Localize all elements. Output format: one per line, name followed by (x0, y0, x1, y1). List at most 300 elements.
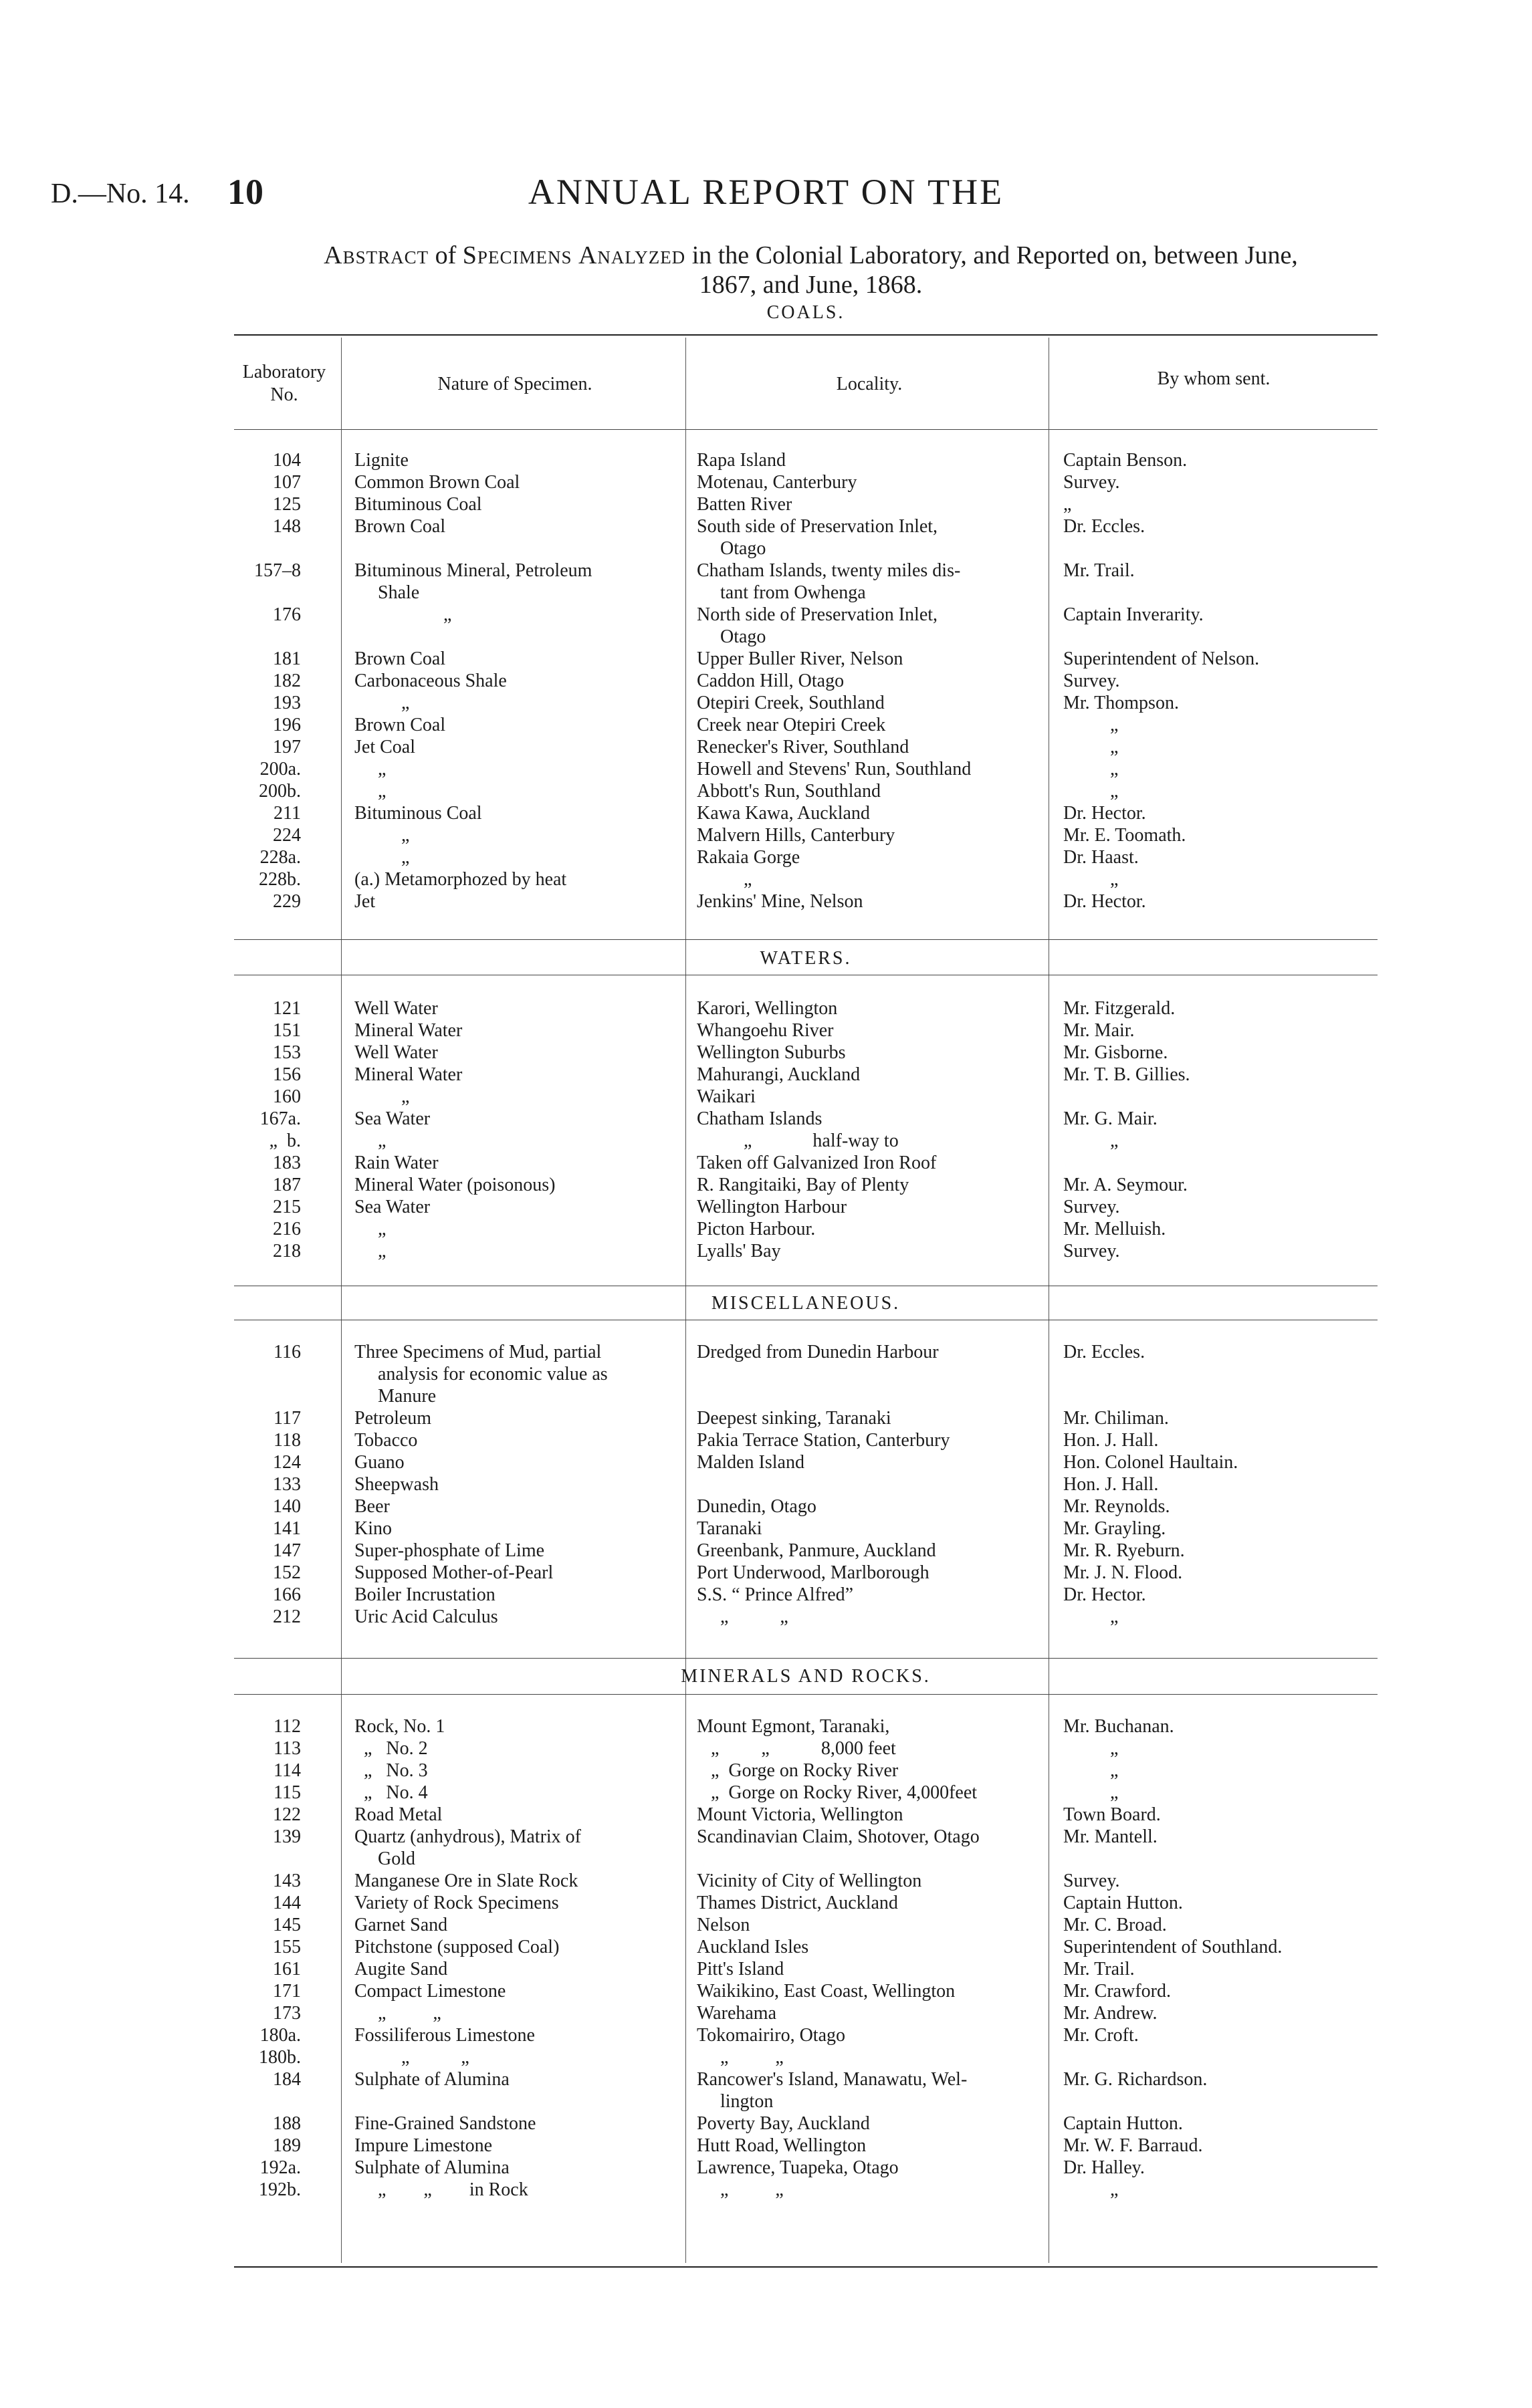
lab-number: 147 (273, 1540, 301, 1561)
specimen-nature: Mineral Water (354, 1064, 463, 1085)
table-row (0, 1737, 1532, 1760)
lab-number: 155 (273, 1937, 301, 1957)
specimen-sender: Mr. G. Mair. (1063, 1108, 1158, 1129)
specimen-nature: Sulphate of Alumina (354, 2157, 510, 2178)
specimen-locality: lington (697, 2091, 774, 2112)
specimen-locality: Greenbank, Panmure, Auckland (697, 1540, 936, 1561)
specimen-locality: Hutt Road, Wellington (697, 2135, 867, 2156)
specimen-locality: Jenkins' Mine, Nelson (697, 891, 863, 912)
specimen-locality: „ Gorge on Rocky River (697, 1760, 899, 1781)
specimen-sender: Dr. Hector. (1063, 1584, 1146, 1605)
table-row (0, 1562, 1532, 1584)
specimen-locality: Rakaia Gorge (697, 847, 800, 868)
table-row (0, 648, 1532, 670)
specimen-nature: „ „ (354, 2047, 469, 2068)
specimen-nature: „ (354, 1130, 387, 1151)
specimen-locality: Caddon Hill, Otago (697, 671, 845, 691)
table-row (0, 1108, 1532, 1130)
lab-number: 192b. (259, 2179, 301, 2200)
table-row (0, 2157, 1532, 2179)
specimen-sender: Mr. A. Seymour. (1063, 1175, 1188, 1195)
lab-number: 144 (273, 1893, 301, 1913)
lab-number: 200a. (259, 759, 301, 779)
specimen-locality: Kawa Kawa, Auckland (697, 803, 870, 824)
specimen-nature: „ (354, 1086, 410, 1107)
table-row (0, 1760, 1532, 1782)
specimen-locality: Malvern Hills, Canterbury (697, 825, 895, 846)
lab-number: 192a. (259, 2157, 301, 2178)
table-row (0, 604, 1532, 626)
specimen-sender: Mr. Andrew. (1063, 2003, 1158, 2024)
specimen-sender: Mr. J. N. Flood. (1063, 1562, 1183, 1583)
specimen-sender: Mr. W. F. Barraud. (1063, 2135, 1203, 2156)
specimen-nature: „ No. 2 (354, 1738, 428, 1759)
specimen-locality: Thames District, Auckland (697, 1893, 898, 1913)
specimen-sender: Survey. (1063, 1241, 1120, 1261)
table-row (0, 890, 1532, 913)
specimen-locality: Picton Harbour. (697, 1219, 816, 1239)
specimen-sender: „ (1063, 715, 1119, 735)
specimen-sender: Hon. J. Hall. (1063, 1474, 1159, 1495)
specimen-nature: Sea Water (354, 1197, 431, 1217)
table-row (0, 1606, 1532, 1628)
lab-number: 211 (273, 803, 301, 824)
table-row (0, 1914, 1532, 1936)
table-row (0, 1518, 1532, 1540)
specimen-locality: Taken off Galvanized Iron Roof (697, 1153, 937, 1173)
specimen-nature: „ (354, 825, 410, 846)
specimen-sender: „ (1063, 1606, 1119, 1627)
lab-number: 181 (273, 648, 301, 669)
specimen-nature: Variety of Rock Specimens (354, 1893, 559, 1913)
lab-number: 228b. (259, 869, 301, 890)
table-row (0, 1540, 1532, 1562)
table-row (0, 1385, 1532, 1407)
lab-number: 156 (273, 1064, 301, 1085)
specimen-locality: Mount Victoria, Wellington (697, 1804, 903, 1825)
table-row (0, 997, 1532, 1019)
coals-table (0, 449, 1532, 913)
specimen-sender: Mr. Fitzgerald. (1063, 998, 1176, 1019)
specimen-locality: Wellington Suburbs (697, 1042, 846, 1063)
specimen-locality: „ „ 8,000 feet (697, 1738, 896, 1759)
lab-number: 113 (273, 1738, 301, 1759)
specimen-nature: Supposed Mother-of-Pearl (354, 1562, 554, 1583)
specimen-sender: Captain Hutton. (1063, 1893, 1183, 1913)
table-row (0, 2135, 1532, 2157)
specimen-sender: „ (1063, 1760, 1119, 1781)
column-header-nature: Nature of Specimen. (437, 374, 592, 394)
specimen-nature: Brown Coal (354, 516, 446, 537)
table-row (0, 560, 1532, 582)
lab-number: 212 (273, 1606, 301, 1627)
specimen-nature: „ „ (354, 2003, 441, 2024)
table-row (0, 1130, 1532, 1152)
specimen-nature: Garnet Sand (354, 1915, 448, 1935)
heading-word-analyzed: Analyzed (578, 241, 686, 269)
specimen-nature: Carbonaceous Shale (354, 671, 507, 691)
specimen-locality: Upper Buller River, Nelson (697, 648, 903, 669)
lab-number: 133 (273, 1474, 301, 1495)
specimen-locality: Poverty Bay, Auckland (697, 2113, 870, 2134)
specimen-nature: Fossiliferous Limestone (354, 2025, 535, 2046)
table-row (0, 1715, 1532, 1737)
specimen-sender: Mr. Thompson. (1063, 693, 1179, 713)
table-row (0, 692, 1532, 714)
lab-number: 167a. (259, 1108, 301, 1129)
lab-number: 183 (273, 1153, 301, 1173)
lab-number: 151 (273, 1020, 301, 1041)
specimen-sender: Survey. (1063, 472, 1120, 493)
heading-line-1: in the Colonial Laboratory, and Reported on, between June, (691, 241, 1298, 269)
lab-number: 152 (273, 1562, 301, 1583)
specimen-sender: „ (1063, 2179, 1119, 2200)
specimen-locality: tant from Owhenga (697, 582, 866, 603)
table-row (0, 1892, 1532, 1914)
specimen-sender: Dr. Eccles. (1063, 516, 1145, 537)
heading-word-of: of (435, 241, 457, 269)
lab-number: 180b. (259, 2047, 301, 2068)
heading-word-abstract: Abstract (324, 241, 429, 269)
specimen-nature: „ (354, 781, 387, 802)
specimen-sender: Mr. Crawford. (1063, 1981, 1171, 2002)
section-title-coals: COALS. (766, 302, 845, 323)
specimen-locality: S.S. “ Prince Alfred” (697, 1584, 854, 1605)
specimen-locality: R. Rangitaiki, Bay of Plenty (697, 1175, 909, 1195)
column-header-locality: Locality. (836, 374, 903, 394)
specimen-sender: Mr. Mantell. (1063, 1826, 1158, 1847)
table-row (0, 1152, 1532, 1174)
running-title: ANNUAL REPORT ON THE (528, 172, 1004, 212)
specimen-locality: Port Underwood, Marlborough (697, 1562, 929, 1583)
specimen-sender: Dr. Eccles. (1063, 1342, 1145, 1362)
specimen-locality: Warehama (697, 2003, 776, 2024)
specimen-sender: „ (1063, 1130, 1119, 1151)
specimen-nature: Kino (354, 1518, 392, 1539)
specimen-nature: Three Specimens of Mud, partial (354, 1342, 602, 1362)
table-row (0, 626, 1532, 648)
table-row (0, 1429, 1532, 1451)
specimen-locality: „ „ (697, 1606, 788, 1627)
lab-number: 216 (273, 1219, 301, 1239)
lab-number: 117 (273, 1408, 301, 1429)
table-row (0, 1407, 1532, 1429)
specimen-locality: Creek near Otepiri Creek (697, 715, 886, 735)
lab-number: 229 (273, 891, 301, 912)
specimen-sender: Survey. (1063, 1197, 1120, 1217)
specimen-nature: Bituminous Coal (354, 803, 482, 824)
specimen-nature: „ (354, 847, 410, 868)
table-row (0, 1936, 1532, 1958)
specimen-sender: Mr. Croft. (1063, 2025, 1139, 2046)
table-row (0, 2024, 1532, 2046)
specimen-nature: Fine-Grained Sandstone (354, 2113, 536, 2134)
specimen-sender: Mr. G. Richardson. (1063, 2069, 1208, 2090)
lab-number: 215 (273, 1197, 301, 1217)
specimen-sender: Mr. C. Broad. (1063, 1915, 1167, 1935)
table-row (0, 1870, 1532, 1892)
lab-number: 115 (273, 1782, 301, 1803)
table-row (0, 1495, 1532, 1518)
specimen-nature: Boiler Incrustation (354, 1584, 496, 1605)
specimen-locality: Scandinavian Claim, Shotover, Otago (697, 1826, 980, 1847)
lab-number: 125 (273, 494, 301, 515)
section-rule-minerals-top (234, 1658, 1378, 1659)
table-row (0, 736, 1532, 758)
table-row (0, 802, 1532, 824)
table-row (0, 2113, 1532, 2135)
specimen-nature: „ (354, 604, 452, 625)
table-row (0, 868, 1532, 890)
table-row (0, 714, 1532, 736)
specimen-sender: Dr. Hector. (1063, 891, 1146, 912)
specimen-nature: Mineral Water (poisonous) (354, 1175, 556, 1195)
lab-number: 148 (273, 516, 301, 537)
minerals-table (0, 1715, 1532, 2201)
specimen-nature: Jet Coal (354, 737, 415, 757)
specimen-locality: South side of Preservation Inlet, (697, 516, 938, 537)
lab-number: 153 (273, 1042, 301, 1063)
specimen-nature: Gold (354, 1848, 415, 1869)
table-row (0, 1958, 1532, 1980)
specimen-nature: Common Brown Coal (354, 472, 520, 493)
lab-number: 121 (273, 998, 301, 1019)
lab-number: 173 (273, 2003, 301, 2024)
lab-number: 157–8 (254, 560, 301, 581)
specimen-locality: Nelson (697, 1915, 750, 1935)
specimen-sender: Town Board. (1063, 1804, 1161, 1825)
specimen-nature: Rock, No. 1 (354, 1716, 445, 1737)
table-row (0, 1473, 1532, 1495)
lab-number: 166 (273, 1584, 301, 1605)
specimen-nature: Quartz (anhydrous), Matrix of (354, 1826, 582, 1847)
specimen-locality: Rancower's Island, Manawatu, Wel- (697, 2069, 968, 2090)
table-row (0, 1240, 1532, 1262)
heading-line-2: 1867, and June, 1868. (699, 271, 923, 299)
lab-number: 218 (273, 1241, 301, 1261)
specimen-locality: Pakia Terrace Station, Canterbury (697, 1430, 950, 1451)
specimen-nature: „ No. 3 (354, 1760, 428, 1781)
lab-number: 200b. (259, 781, 301, 802)
lab-number: 228a. (259, 847, 301, 868)
specimen-sender: Mr. Gisborne. (1063, 1042, 1168, 1063)
specimen-nature: Bituminous Mineral, Petroleum (354, 560, 592, 581)
specimen-sender: Dr. Haast. (1063, 847, 1139, 868)
section-title-minerals-and-rocks: MINERALS AND ROCKS. (681, 1666, 931, 1687)
specimen-sender: „ (1063, 869, 1119, 890)
specimen-sender: Mr. Trail. (1063, 1959, 1135, 1979)
table-row (0, 1826, 1532, 1848)
specimen-locality: Howell and Stevens' Run, Southland (697, 759, 972, 779)
table-row (0, 1086, 1532, 1108)
specimen-nature: Beer (354, 1496, 390, 1517)
specimen-locality: Dredged from Dunedin Harbour (697, 1342, 939, 1362)
lab-number: 122 (273, 1804, 301, 1825)
specimen-nature: Shale (354, 582, 420, 603)
specimen-sender: Superintendent of Southland. (1063, 1937, 1283, 1957)
specimen-sender: Mr. Trail. (1063, 560, 1135, 581)
lab-number: 193 (273, 693, 301, 713)
specimen-nature: Impure Limestone (354, 2135, 493, 2156)
table-row (0, 1363, 1532, 1385)
specimen-sender: Mr. Melluish. (1063, 1219, 1166, 1239)
specimen-nature: Manure (354, 1386, 437, 1407)
table-row (0, 2179, 1532, 2201)
table-row (0, 670, 1532, 692)
lab-number: 107 (273, 472, 301, 493)
miscellaneous-table (0, 1341, 1532, 1628)
table-row (0, 1064, 1532, 1086)
lab-number: 124 (273, 1452, 301, 1473)
specimen-sender: Captain Inverarity. (1063, 604, 1204, 625)
specimen-sender: Superintendent of Nelson. (1063, 648, 1260, 669)
specimen-nature: Sheepwash (354, 1474, 439, 1495)
heading-word-specimens: Specimens (462, 241, 572, 269)
lab-number: 180a. (259, 2025, 301, 2046)
specimen-nature: „ (354, 1241, 387, 1261)
specimen-locality: Whangoehu River (697, 1020, 834, 1041)
specimen-locality: „ half-way to (697, 1130, 899, 1151)
specimen-nature: Petroleum (354, 1408, 432, 1429)
table-row (0, 758, 1532, 780)
specimen-locality: Renecker's River, Southland (697, 737, 909, 757)
header-bottom-rule (234, 429, 1378, 430)
specimen-locality: Taranaki (697, 1518, 762, 1539)
specimen-sender: Hon. Colonel Haultain. (1063, 1452, 1238, 1473)
lab-number: 184 (273, 2069, 301, 2090)
section-rule-minerals-bottom (234, 1694, 1378, 1695)
specimen-locality: Auckland Isles (697, 1937, 809, 1957)
specimen-locality: „ „ (697, 2047, 784, 2068)
specimen-sender: Survey. (1063, 671, 1120, 691)
specimen-locality: Karori, Wellington (697, 998, 838, 1019)
specimen-sender: Mr. Reynolds. (1063, 1496, 1170, 1517)
specimen-sender: „ (1063, 1738, 1119, 1759)
specimen-nature: Rain Water (354, 1153, 439, 1173)
specimen-locality: Mount Egmont, Taranaki, (697, 1716, 890, 1737)
specimen-nature: Compact Limestone (354, 1981, 506, 2002)
specimen-sender: „ (1063, 759, 1119, 779)
lab-number: „ b. (269, 1130, 301, 1151)
specimen-nature: Pitchstone (supposed Coal) (354, 1937, 560, 1957)
specimen-locality: Deepest sinking, Taranaki (697, 1408, 891, 1429)
table-bottom-rule (234, 2266, 1378, 2268)
table-row (0, 1196, 1532, 1218)
specimen-nature: Bituminous Coal (354, 494, 482, 515)
column-header-sender: By whom sent. (1157, 368, 1271, 389)
lab-number: 116 (273, 1342, 301, 1362)
table-row (0, 2068, 1532, 2090)
specimen-locality: Otago (697, 538, 766, 559)
lab-number: 182 (273, 671, 301, 691)
specimen-nature: „ (354, 1219, 387, 1239)
table-row (0, 1782, 1532, 1804)
specimen-locality: Otago (697, 626, 766, 647)
table-row (0, 1174, 1532, 1196)
specimen-nature: Brown Coal (354, 648, 446, 669)
specimen-sender: Mr. Chiliman. (1063, 1408, 1169, 1429)
specimen-sender: „ (1063, 1782, 1119, 1803)
specimen-sender: Captain Hutton. (1063, 2113, 1183, 2134)
specimen-nature: „ „ in Rock (354, 2179, 528, 2200)
table-row (0, 824, 1532, 846)
specimen-nature: Lignite (354, 450, 409, 471)
specimen-locality: Vicinity of City of Wellington (697, 1871, 922, 1891)
lab-number: 141 (273, 1518, 301, 1539)
specimen-locality: Tokomairiro, Otago (697, 2025, 845, 2046)
specimen-sender: Mr. E. Toomath. (1063, 825, 1186, 846)
abstract-heading (224, 241, 1398, 299)
table-row (0, 1218, 1532, 1240)
document-reference: D.—No. 14. (51, 178, 190, 209)
lab-number: 118 (273, 1430, 301, 1451)
lab-number: 171 (273, 1981, 301, 2002)
table-row (0, 1848, 1532, 1870)
specimen-locality: Otepiri Creek, Southland (697, 693, 885, 713)
table-row (0, 1019, 1532, 1042)
lab-number: 140 (273, 1496, 301, 1517)
specimen-nature: Sulphate of Alumina (354, 2069, 510, 2090)
specimen-sender: Mr. Mair. (1063, 1020, 1135, 1041)
specimen-nature: Augite Sand (354, 1959, 448, 1979)
table-row (0, 1980, 1532, 2002)
specimen-locality: Abbott's Run, Southland (697, 781, 881, 802)
specimen-nature: analysis for economic value as (354, 1364, 608, 1384)
lab-number: 187 (273, 1175, 301, 1195)
lab-number: 160 (273, 1086, 301, 1107)
specimen-locality: Waikikino, East Coast, Wellington (697, 1981, 956, 2002)
table-row (0, 2090, 1532, 2113)
specimen-sender: Dr. Halley. (1063, 2157, 1145, 2178)
table-row (0, 537, 1532, 560)
section-rule-waters-top (234, 939, 1378, 940)
column-header-lab-no: Laboratory No. (242, 362, 326, 405)
table-row (0, 471, 1532, 493)
table-row (0, 2046, 1532, 2068)
specimen-locality: Malden Island (697, 1452, 804, 1473)
specimen-locality: Motenau, Canterbury (697, 472, 857, 493)
table-row (0, 1584, 1532, 1606)
lab-number: 145 (273, 1915, 301, 1935)
table-row (0, 515, 1532, 537)
specimen-locality: Waikari (697, 1086, 756, 1107)
specimen-nature: Well Water (354, 998, 438, 1019)
specimen-nature: Well Water (354, 1042, 438, 1063)
specimen-locality: Pitt's Island (697, 1959, 784, 1979)
specimen-nature: Brown Coal (354, 715, 446, 735)
specimen-sender: Mr. Grayling. (1063, 1518, 1166, 1539)
section-title-miscellaneous: MISCELLANEOUS. (711, 1293, 901, 1314)
specimen-nature: (a.) Metamorphozed by heat (354, 869, 567, 890)
table-row (0, 780, 1532, 802)
specimen-nature: Road Metal (354, 1804, 443, 1825)
lab-number: 112 (273, 1716, 301, 1737)
specimen-sender: Captain Benson. (1063, 450, 1188, 471)
table-row (0, 1042, 1532, 1064)
lab-number: 196 (273, 715, 301, 735)
specimen-nature: Sea Water (354, 1108, 431, 1129)
specimen-nature: „ (354, 759, 387, 779)
specimen-nature: Guano (354, 1452, 405, 1473)
specimen-nature: „ (354, 693, 410, 713)
lab-number: 139 (273, 1826, 301, 1847)
specimen-nature: Super-phosphate of Lime (354, 1540, 545, 1561)
specimen-sender: Mr. R. Ryeburn. (1063, 1540, 1185, 1561)
table-row (0, 846, 1532, 868)
waters-table (0, 997, 1532, 1262)
lab-number: 224 (273, 825, 301, 846)
specimen-sender: Hon. J. Hall. (1063, 1430, 1159, 1451)
